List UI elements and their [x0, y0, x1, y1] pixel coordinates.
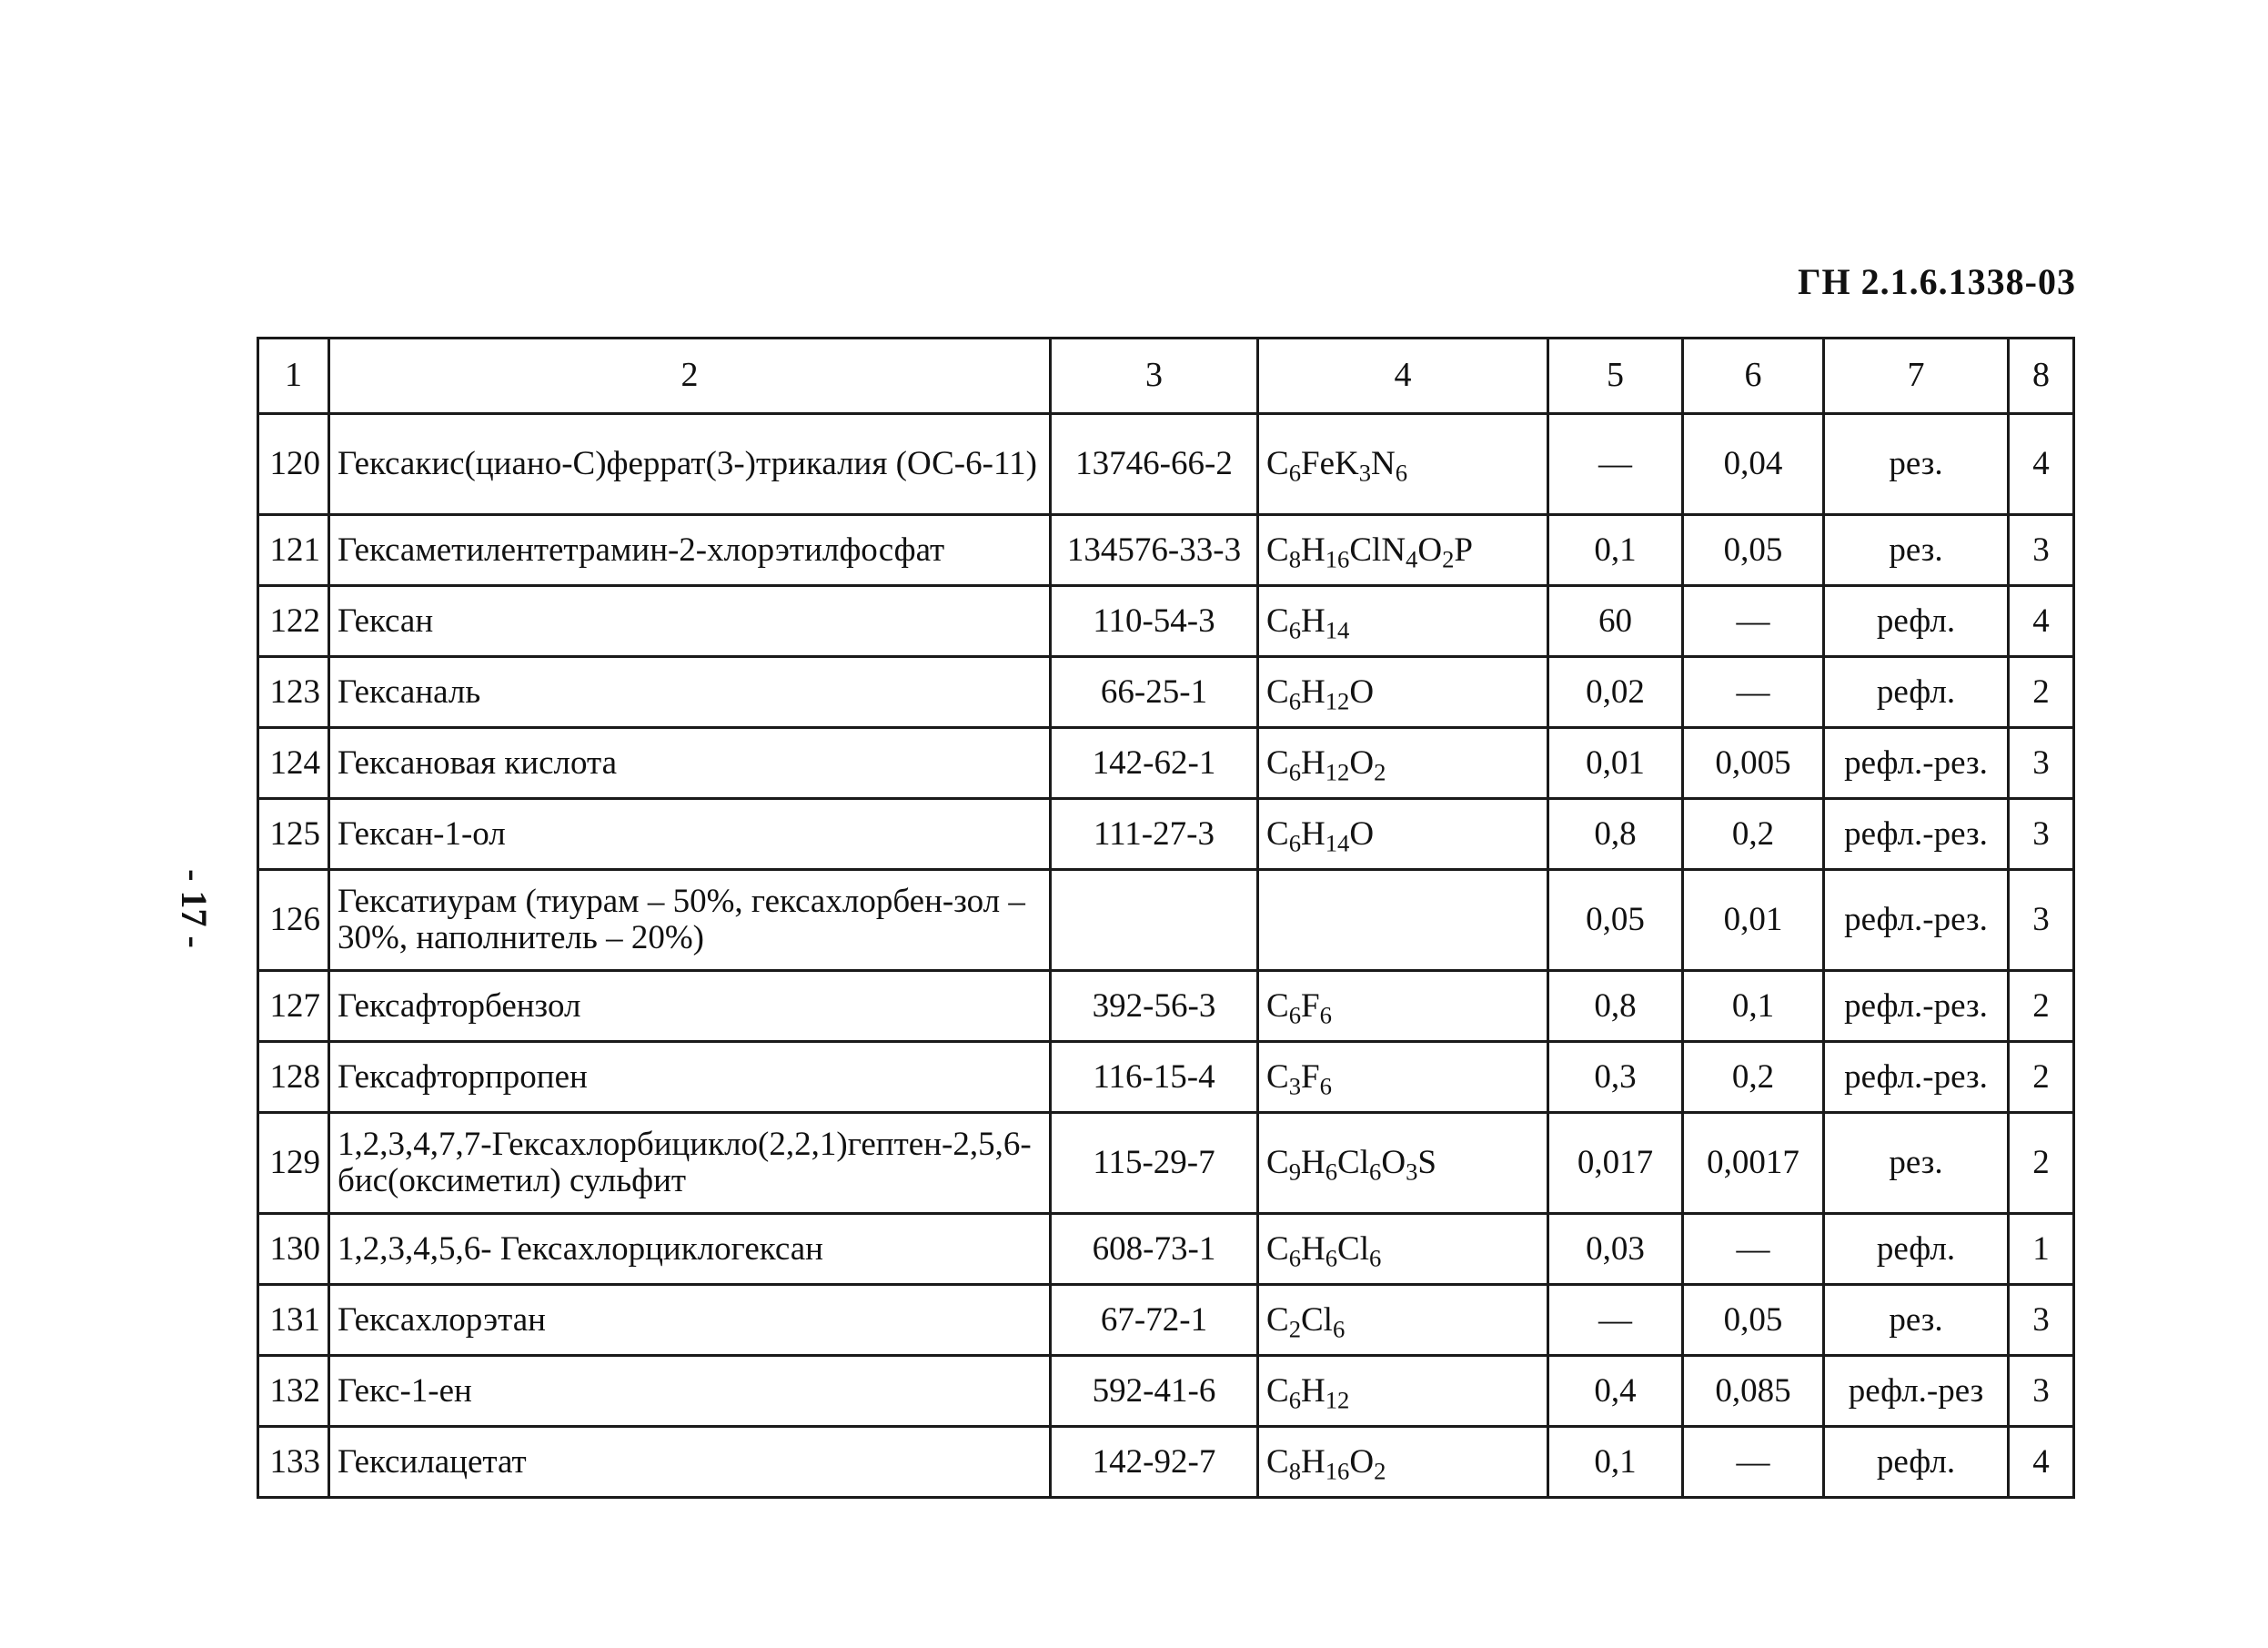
chemical-formula-cell: $C_6H_{14}O$: [1258, 799, 1548, 870]
hazard-class-cell: 3: [2009, 515, 2074, 586]
hazard-class-cell: 2: [2009, 1113, 2074, 1214]
table-row: [258, 1042, 2074, 1113]
substance-name-cell: Гексатиурам (тиурам – 50%, гексахлорбен-зол – 30%, наполнитель – 20%): [329, 870, 1051, 971]
substance-name-cell: Гексафторбензол: [329, 971, 1051, 1042]
table-row: [258, 515, 2074, 586]
max-single-concentration-cell: 0,02: [1548, 657, 1683, 728]
limiting-effect-cell: рефл.: [1824, 586, 2009, 657]
limiting-effect-cell: рефл.: [1824, 1214, 2009, 1285]
row-number-cell: 131: [258, 1285, 329, 1356]
chemical-formula-cell: $C_6H_{14}$: [1258, 586, 1548, 657]
daily-average-concentration-cell: 0,01: [1683, 870, 1824, 971]
cas-number-cell: 116-15-4: [1051, 1042, 1258, 1113]
cas-number-cell: 13746-66-2: [1051, 414, 1258, 515]
chemical-formula-cell: $C_2Cl_6$: [1258, 1285, 1548, 1356]
limiting-effect-cell: рез.: [1824, 1285, 2009, 1356]
header-cell-7: 7: [1824, 339, 2009, 414]
limiting-effect-cell: рефл.-рез.: [1824, 1042, 2009, 1113]
chemical-formula-cell: $C_3F_6$: [1258, 1042, 1548, 1113]
hazard-class-cell: 2: [2009, 971, 2074, 1042]
hazard-class-cell: 4: [2009, 586, 2074, 657]
daily-average-concentration-cell: 0,005: [1683, 728, 1824, 799]
daily-average-concentration-cell: —: [1683, 1214, 1824, 1285]
chemical-formula-cell: $C_6F_6$: [1258, 971, 1548, 1042]
chemical-formula-cell: $C_6H_6Cl_6$: [1258, 1214, 1548, 1285]
table-row: [258, 1113, 2074, 1214]
max-single-concentration-cell: 0,01: [1548, 728, 1683, 799]
substance-name-cell: Гексан: [329, 586, 1051, 657]
hazard-class-cell: 2: [2009, 657, 2074, 728]
substance-name-cell: Гексакис(циано-С)феррат(3-)трикалия (ОС-6-11): [329, 414, 1051, 515]
cas-number-cell: 66-25-1: [1051, 657, 1258, 728]
chemical-formula-cell: $C_6H_{12}$: [1258, 1356, 1548, 1427]
limiting-effect-cell: рефл.: [1824, 1427, 2009, 1498]
substance-name-cell: Гексилацетат: [329, 1427, 1051, 1498]
row-number-cell: 124: [258, 728, 329, 799]
cas-number-cell: [1051, 870, 1258, 971]
daily-average-concentration-cell: 0,1: [1683, 971, 1824, 1042]
hazard-class-cell: 1: [2009, 1214, 2074, 1285]
document-code: ГН 2.1.6.1338-03: [1798, 261, 2076, 302]
table-row: [258, 657, 2074, 728]
chemical-formula-cell: $C_8H_{16}O_2$: [1258, 1427, 1548, 1498]
table-row: [258, 1285, 2074, 1356]
row-number-cell: 125: [258, 799, 329, 870]
cas-number-cell: 142-62-1: [1051, 728, 1258, 799]
cas-number-cell: 134576-33-3: [1051, 515, 1258, 586]
daily-average-concentration-cell: 0,0017: [1683, 1113, 1824, 1214]
substance-name-cell: Гексановая кислота: [329, 728, 1051, 799]
cas-number-cell: 111-27-3: [1051, 799, 1258, 870]
substance-name-cell: Гекс-1-ен: [329, 1356, 1051, 1427]
cas-number-cell: 110-54-3: [1051, 586, 1258, 657]
substance-name-cell: 1,2,3,4,5,6- Гексахлорциклогексан: [329, 1214, 1051, 1285]
limiting-effect-cell: рефл.-рез.: [1824, 799, 2009, 870]
cas-number-cell: 392-56-3: [1051, 971, 1258, 1042]
limiting-effect-cell: рез.: [1824, 515, 2009, 586]
hazard-class-cell: 3: [2009, 799, 2074, 870]
limiting-effect-cell: рефл.: [1824, 657, 2009, 728]
substance-name-cell: Гексан-1-ол: [329, 799, 1051, 870]
daily-average-concentration-cell: 0,05: [1683, 1285, 1824, 1356]
row-number-cell: 130: [258, 1214, 329, 1285]
row-number-cell: 133: [258, 1427, 329, 1498]
substance-name-cell: Гексаналь: [329, 657, 1051, 728]
header-cell-6: 6: [1683, 339, 1824, 414]
header-cell-3: 3: [1051, 339, 1258, 414]
table-row: [258, 799, 2074, 870]
max-single-concentration-cell: 0,3: [1548, 1042, 1683, 1113]
chemical-formula-cell: $C_9H_6Cl_6O_3S$: [1258, 1113, 1548, 1214]
max-single-concentration-cell: 0,1: [1548, 515, 1683, 586]
table-row: [258, 1214, 2074, 1285]
limiting-effect-cell: рефл.-рез: [1824, 1356, 2009, 1427]
table-row: [258, 870, 2074, 971]
substance-name-cell: 1,2,3,4,7,7-Гексахлорбицикло(2,2,1)гептен-2,5,6-бис(оксиметил) сульфит: [329, 1113, 1051, 1214]
max-single-concentration-cell: —: [1548, 414, 1683, 515]
hazard-class-cell: 4: [2009, 1427, 2074, 1498]
max-single-concentration-cell: —: [1548, 1285, 1683, 1356]
max-single-concentration-cell: 0,017: [1548, 1113, 1683, 1214]
daily-average-concentration-cell: 0,04: [1683, 414, 1824, 515]
row-number-cell: 128: [258, 1042, 329, 1113]
hazard-class-cell: 2: [2009, 1042, 2074, 1113]
header-cell-1: 1: [258, 339, 329, 414]
hazard-class-cell: 3: [2009, 1285, 2074, 1356]
daily-average-concentration-cell: —: [1683, 657, 1824, 728]
row-number-cell: 132: [258, 1356, 329, 1427]
max-single-concentration-cell: 60: [1548, 586, 1683, 657]
daily-average-concentration-cell: 0,085: [1683, 1356, 1824, 1427]
max-single-concentration-cell: 0,8: [1548, 971, 1683, 1042]
cas-number-cell: 592-41-6: [1051, 1356, 1258, 1427]
hazard-class-cell: 3: [2009, 870, 2074, 971]
header-cell-4: 4: [1258, 339, 1548, 414]
row-number-cell: 120: [258, 414, 329, 515]
row-number-cell: 122: [258, 586, 329, 657]
limiting-effect-cell: рефл.-рез.: [1824, 728, 2009, 799]
limiting-effect-cell: рефл.-рез.: [1824, 870, 2009, 971]
hazard-class-cell: 3: [2009, 728, 2074, 799]
header-cell-8: 8: [2009, 339, 2074, 414]
table-row: [258, 414, 2074, 515]
page-number: - 17 -: [173, 869, 215, 948]
chemical-formula-cell: $C_6FeK_3N_6$: [1258, 414, 1548, 515]
row-number-cell: 129: [258, 1113, 329, 1214]
daily-average-concentration-cell: 0,2: [1683, 799, 1824, 870]
max-single-concentration-cell: 0,8: [1548, 799, 1683, 870]
substance-name-cell: Гексаметилентетрамин-2-хлорэтилфосфат: [329, 515, 1051, 586]
chemical-formula-cell: $C_6H_{12}O$: [1258, 657, 1548, 728]
daily-average-concentration-cell: 0,2: [1683, 1042, 1824, 1113]
cas-number-cell: 608-73-1: [1051, 1214, 1258, 1285]
header-cell-2: 2: [329, 339, 1051, 414]
chemical-formula-cell: $C_6H_{12}O_2$: [1258, 728, 1548, 799]
max-single-concentration-cell: 0,4: [1548, 1356, 1683, 1427]
row-number-cell: 126: [258, 870, 329, 971]
daily-average-concentration-cell: —: [1683, 586, 1824, 657]
substance-name-cell: Гексахлорэтан: [329, 1285, 1051, 1356]
chemical-formula-cell: $C_8H_{16}ClN_4O_2P$: [1258, 515, 1548, 586]
limiting-effect-cell: рез.: [1824, 1113, 2009, 1214]
cas-number-cell: 67-72-1: [1051, 1285, 1258, 1356]
chemical-formula-cell: [1258, 870, 1548, 971]
cas-number-cell: 115-29-7: [1051, 1113, 1258, 1214]
table-row: [258, 1356, 2074, 1427]
table-row: [258, 971, 2074, 1042]
row-number-cell: 123: [258, 657, 329, 728]
substances-table: [257, 337, 2075, 1499]
max-single-concentration-cell: 0,03: [1548, 1214, 1683, 1285]
hazard-class-cell: 3: [2009, 1356, 2074, 1427]
cas-number-cell: 142-92-7: [1051, 1427, 1258, 1498]
row-number-cell: 127: [258, 971, 329, 1042]
table-row: [258, 728, 2074, 799]
max-single-concentration-cell: 0,05: [1548, 870, 1683, 971]
daily-average-concentration-cell: 0,05: [1683, 515, 1824, 586]
row-number-cell: 121: [258, 515, 329, 586]
limiting-effect-cell: рез.: [1824, 414, 2009, 515]
table-row: [258, 1427, 2074, 1498]
hazard-class-cell: 4: [2009, 414, 2074, 515]
table-row: [258, 586, 2074, 657]
max-single-concentration-cell: 0,1: [1548, 1427, 1683, 1498]
substance-name-cell: Гексафторпропен: [329, 1042, 1051, 1113]
header-cell-5: 5: [1548, 339, 1683, 414]
table-header-row: [258, 339, 2074, 414]
limiting-effect-cell: рефл.-рез.: [1824, 971, 2009, 1042]
daily-average-concentration-cell: —: [1683, 1427, 1824, 1498]
